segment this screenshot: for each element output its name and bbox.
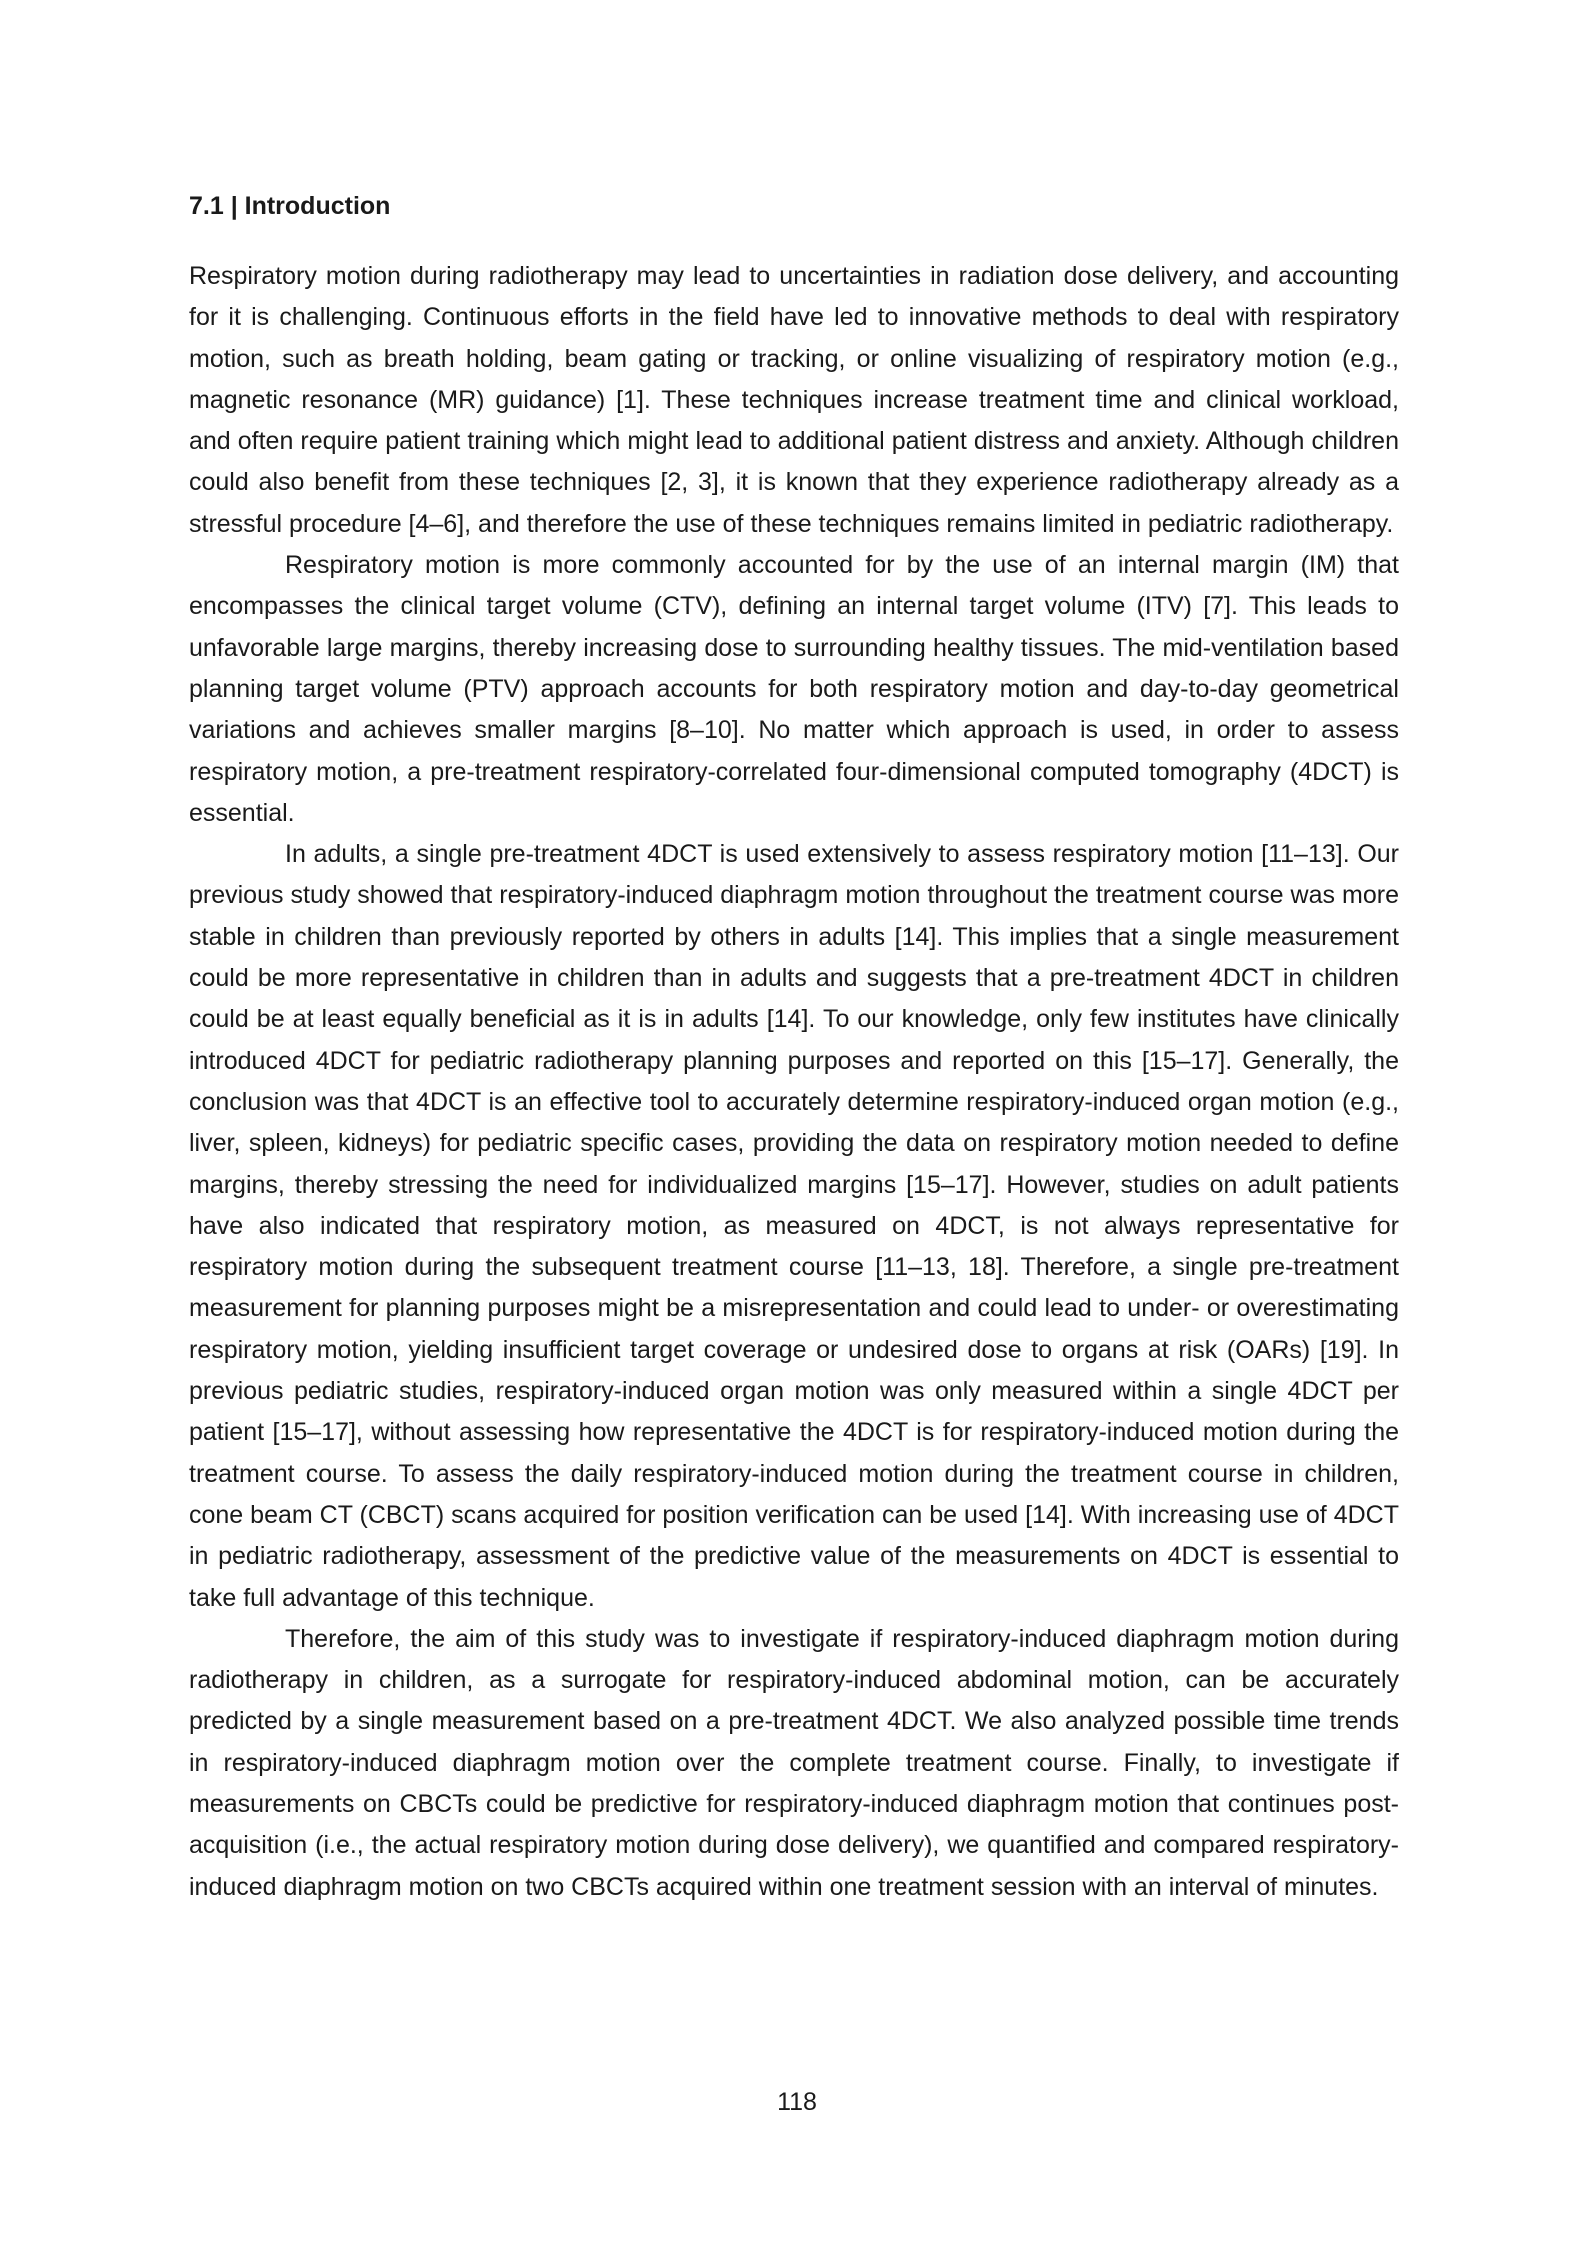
paragraph-3: In adults, a single pre-treatment 4DCT is used extensively to assess respiratory motion [11–13]. Our previous study showed that respiratory-induced diaphragm motion throughout the treatment course was more stable in children than previously reported by others in adults [14]. This implies that a single measurement could be more representative in children than in adults and suggests that a pre-treatment 4DCT in children could be at least equally beneficial as it is in adults [14]. To our knowledge, only few institutes have clinically introduced 4DCT for pediatric radiotherapy planning purposes and reported on this [15–17]. Generally, the conclusion was that 4DCT is an effective tool to accurately determine respiratory-induced organ motion (e.g., liver, spleen, kidneys) for pediatric specific cases, providing the data on respiratory motion needed to define margins, thereby stressing the need for individualized margins [15–17]. However, studies on adult patients have also indicated that respiratory motion, as measured on 4DCT, is not always representative for respiratory motion during the subsequent treatment course [11–13, 18]. Therefore, a single pre-treatment measurement for planning purposes might be a misrepresentation and could lead to under- or overestimating respiratory motion, yielding insufficient target coverage or undesired dose to organs at risk (OARs) [19]. In previous pediatric studies, respiratory-induced organ motion was only measured within a single 4DCT per patient [15–17], without assessing how representative the 4DCT is for respiratory-induced motion during the treatment course. To assess the daily respiratory-induced motion during the treatment course in children, cone beam CT (CBCT) scans acquired for position verification can be used [14]. With increasing use of 4DCT in pediatric radiotherapy, assessment of the predictive value of the measurements on 4DCT is essential to take full advantage of this technique. bbox=[189, 840, 1399, 1612]
page-number: 118 bbox=[777, 2088, 817, 2116]
page-content bbox=[189, 186, 1399, 1908]
paragraph-1: Respiratory motion during radiotherapy may lead to uncertainties in radiation dose delivery, and accounting for it is challenging. Continuous efforts in the field have led to innovative methods to deal with respiratory motion, such as breath holding, beam gating or tracking, or online visualizing of respiratory motion (e.g., magnetic resonance (MR) guidance) [1]. These techniques increase treatment time and clinical workload, and often require patient training which might lead to additional patient distress and anxiety. Although children could also benefit from these techniques [2, 3], it is known that they experience radiotherapy already as a stressful procedure [4–6], and therefore the use of these techniques remains limited in pediatric radiotherapy. bbox=[189, 262, 1399, 538]
paragraph-4: Therefore, the aim of this study was to investigate if respiratory-induced diaphragm motion during radiotherapy in children, as a surrogate for respiratory-induced abdominal motion, can be accurately predicted by a single measurement based on a pre-treatment 4DCT. We also analyzed possible time trends in respiratory-induced diaphragm motion over the complete treatment course. Finally, to investigate if measurements on CBCTs could be predictive for respiratory-induced diaphragm motion that continues post-acquisition (i.e., the actual respiratory motion during dose delivery), we quantified and compared respiratory-induced diaphragm motion on two CBCTs acquired within one treatment session with an interval of minutes. bbox=[189, 1624, 1399, 1901]
paragraph-2: Respiratory motion is more commonly accounted for by the use of an internal margin (IM) that encompasses the clinical target volume (CTV), defining an internal target volume (ITV) [7]. This leads to unfavorable large margins, thereby increasing dose to surrounding healthy tissues. The mid-ventilation based planning target volume (PTV) approach accounts for both respiratory motion and day-to-day geometrical variations and achieves smaller margins [8–10]. No matter which approach is used, in order to assess respiratory motion, a pre-treatment respiratory-correlated four-dimensional computed tomography (4DCT) is essential. bbox=[189, 551, 1399, 827]
section-heading: 7.1 | Introduction bbox=[189, 192, 391, 220]
